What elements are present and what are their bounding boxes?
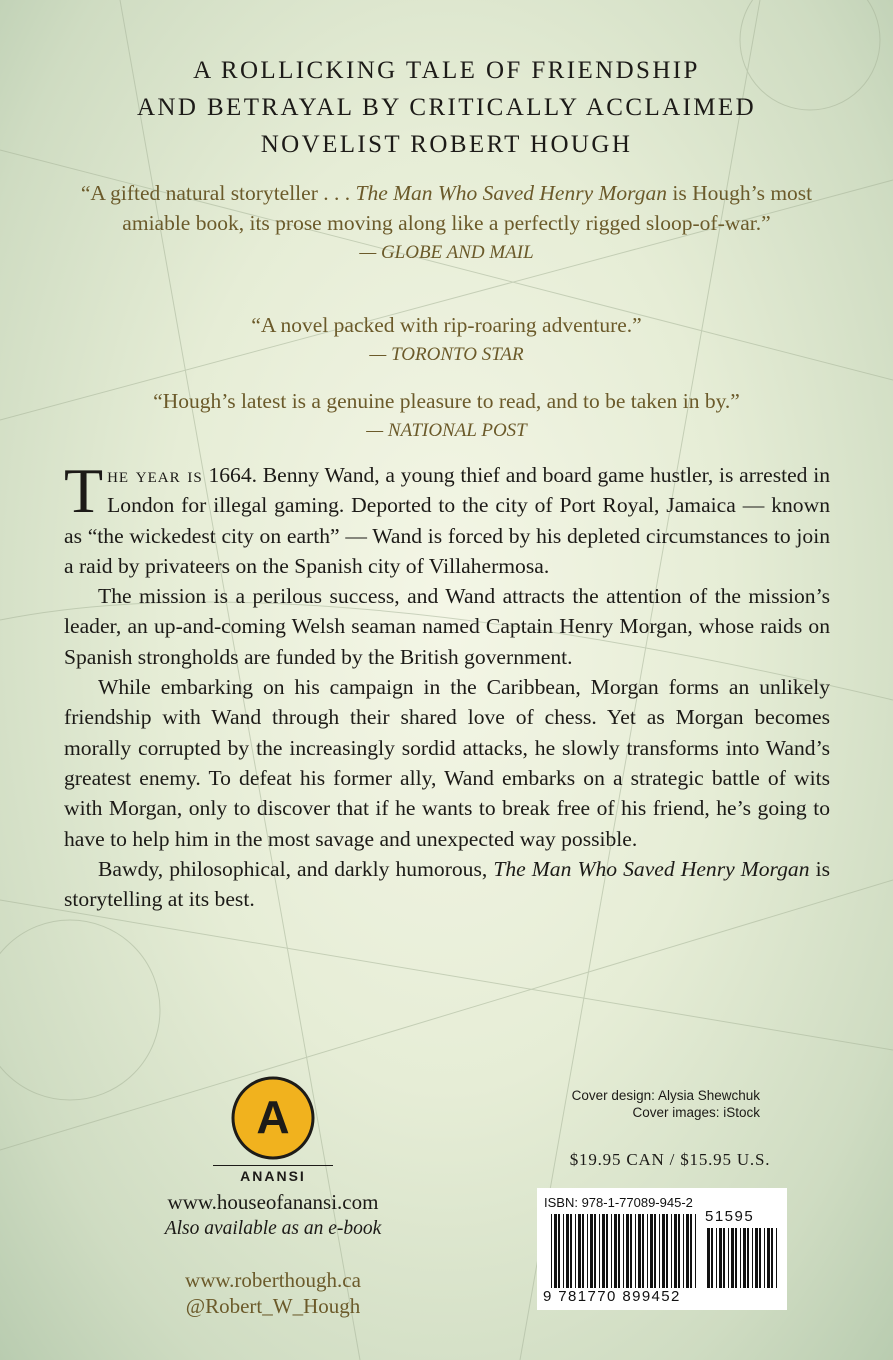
barcode-bar: [728, 1228, 729, 1288]
barcode-bar: [606, 1214, 608, 1288]
publisher-name: [198, 1165, 348, 1184]
barcode-bar: [752, 1228, 753, 1288]
barcode-bar: [566, 1214, 569, 1288]
barcode-bar: [755, 1228, 758, 1288]
headline-line-1: A ROLLICKING TALE OF FRIENDSHIP: [193, 57, 700, 84]
anansi-logo-icon: [230, 1075, 316, 1161]
drop-cap: T: [64, 455, 104, 526]
review-quote-star: [60, 310, 833, 370]
cover-credits: [520, 1087, 760, 1121]
logo-letter: A: [256, 1091, 290, 1143]
barcode-bar: [587, 1214, 588, 1288]
barcode-bar: [558, 1214, 560, 1288]
barcode-bar: [611, 1214, 612, 1288]
quote-text: “A novel packed with rip-roaring adventure.”: [251, 313, 642, 337]
barcode-bar: [678, 1214, 680, 1288]
headline-line-3: NOVELIST ROBERT HOUGH: [260, 131, 633, 158]
headline-line-2: AND BETRAYAL BY CRITICALLY ACCLAIMED: [136, 94, 757, 121]
barcode-bar: [731, 1228, 734, 1288]
barcode-bar: [614, 1214, 617, 1288]
barcode-bar: [659, 1214, 660, 1288]
review-quote-globe: [60, 178, 833, 268]
isbn-barcode: [537, 1188, 787, 1310]
barcode-bar: [740, 1228, 741, 1288]
synopsis-paragraph-1: [64, 455, 830, 581]
ebook-note: Also available as an e-book: [164, 1218, 382, 1239]
barcode-bar: [707, 1228, 710, 1288]
synopsis-paragraph-4: [64, 854, 830, 915]
barcode-bar: [578, 1214, 581, 1288]
barcode-digits: 9 781770 899452: [543, 1288, 681, 1305]
barcode-bar: [723, 1228, 725, 1288]
headline: [0, 52, 893, 163]
barcode-bar: [747, 1228, 749, 1288]
barcode-bar: [626, 1214, 629, 1288]
barcode-bar: [602, 1214, 605, 1288]
barcode-bars-addon: [707, 1228, 779, 1288]
quote-text: “Hough’s latest is a genuine pleasure to read, and to be taken in by.”: [153, 389, 740, 413]
quote-book-title: The Man Who Saved Henry Morgan: [355, 181, 667, 205]
price: $19.95 CAN / $15.95 U.S.: [569, 1150, 771, 1169]
synopsis-paragraph-2: The mission is a perilous success, and Wand attracts the attention of the mission’s leader, an up-and-coming Welsh seaman named Captain Henry Morgan, whose raids on Spanish strongholds are funded by the British government.: [64, 584, 830, 669]
barcode-bar: [666, 1214, 668, 1288]
author-url[interactable]: www.roberthough.ca: [185, 1268, 361, 1292]
barcode-bar: [759, 1228, 761, 1288]
paragraph-text: Bawdy, philosophical, and darkly humorous,: [98, 856, 494, 881]
barcode-bar: [743, 1228, 746, 1288]
barcode-bar: [735, 1228, 737, 1288]
author-handle[interactable]: @Robert_W_Hough: [185, 1294, 361, 1318]
barcode-bar: [654, 1214, 656, 1288]
quote-source: — NATIONAL POST: [366, 420, 527, 441]
quote-source: — GLOBE AND MAIL: [359, 242, 534, 263]
barcode-bar: [767, 1228, 770, 1288]
quote-text: is Hough’s most amiable book, its prose moving along like a perfectly rigged sloop-of-war.”: [122, 181, 813, 235]
small-caps-opening: he year is: [107, 463, 203, 487]
barcode-bar: [662, 1214, 665, 1288]
barcode-bar: [695, 1214, 696, 1288]
barcode-bar: [683, 1214, 684, 1288]
barcode-bar: [554, 1214, 557, 1288]
barcode-price-code: 51595: [705, 1208, 755, 1225]
barcode-bar: [635, 1214, 636, 1288]
barcode-bar: [764, 1228, 765, 1288]
publisher-rule: [213, 1165, 333, 1166]
cover-design-credit: Cover design: Alysia Shewchuk: [571, 1088, 760, 1103]
publisher-name-text: ANANSI: [240, 1168, 306, 1184]
synopsis-paragraph-3: While embarking on his campaign in the Caribbean, Morgan forms an unlikely friendship with Wand through their shared love of chess. Yet as Morgan becomes morally corrupted by the increasingly sordid attacks, he slowly transforms into Wand’s greatest enemy. To defeat his former ally, Wand embarks on a strategic battle of wits with Morgan, only to discover that if he wants to break free of his friend, he’s going to have to help him in the most savage and unexpected way possible.: [64, 675, 830, 851]
barcode-bar: [711, 1228, 713, 1288]
barcode-bar: [563, 1214, 564, 1288]
publisher-url[interactable]: www.houseofanansi.com: [167, 1190, 379, 1214]
barcode-bar: [630, 1214, 632, 1288]
barcode-bar: [575, 1214, 576, 1288]
barcode-bar: [716, 1228, 717, 1288]
barcode-bar: [650, 1214, 653, 1288]
quote-text: “A gifted natural storyteller . . .: [80, 181, 356, 205]
synopsis: [64, 455, 830, 914]
barcode-bar: [686, 1214, 689, 1288]
barcode-bar: [599, 1214, 600, 1288]
barcode-bar: [719, 1228, 722, 1288]
barcode-bar: [570, 1214, 572, 1288]
barcode-bar: [551, 1214, 552, 1288]
paragraph-text: is storytelling at its best.: [64, 856, 830, 912]
barcode-bar: [590, 1214, 593, 1288]
barcode-bar: [671, 1214, 672, 1288]
barcode-bars-main: [551, 1214, 699, 1288]
barcode-bar: [642, 1214, 644, 1288]
book-title: The Man Who Saved Henry Morgan: [493, 856, 810, 881]
barcode-bar: [674, 1214, 677, 1288]
barcode-bar: [618, 1214, 620, 1288]
quote-source: — TORONTO STAR: [369, 344, 524, 365]
barcode-bar: [690, 1214, 692, 1288]
barcode-bar: [647, 1214, 648, 1288]
cover-images-credit: Cover images: iStock: [632, 1105, 760, 1120]
review-quote-post: [60, 386, 833, 446]
barcode-bar: [776, 1228, 777, 1288]
barcode-bar: [582, 1214, 584, 1288]
barcode-bar: [594, 1214, 596, 1288]
paragraph-text: 1664. Benny Wand, a young thief and board game hustler, is arrested in London for illegal gaming. Deported to the city of Port Royal, Jamaica — known as “the wickedest city on earth” — Wand is forced by his depleted circumstances to join a raid by privateers on the Spanish city of Villahermosa.: [64, 463, 830, 578]
isbn-label: ISBN: 978-1-77089-945-2: [544, 1195, 693, 1210]
barcode-bar: [623, 1214, 624, 1288]
barcode-bar: [638, 1214, 641, 1288]
barcode-bar: [771, 1228, 773, 1288]
